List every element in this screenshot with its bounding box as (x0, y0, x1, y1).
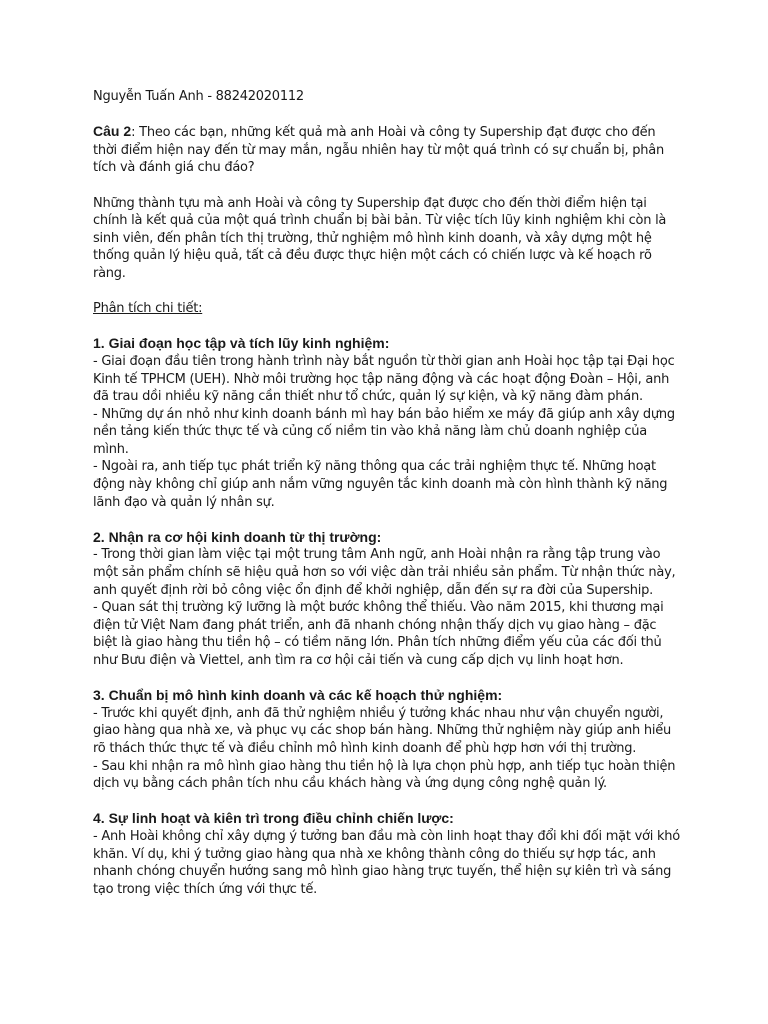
spacer (93, 106, 683, 124)
spacer (93, 177, 683, 195)
spacer (93, 318, 683, 336)
spacer (93, 670, 683, 688)
question-label: Câu 2 (93, 123, 132, 140)
question-text: : Theo các bạn, những kết quả mà anh Hoài và công ty Supership đạt được cho đến thời điểm hiện nay đến từ may mắn, ngẫu nhiên hay từ một quá trình có sự chuẩn bị, phân tích và đánh giá chu đáo? (93, 125, 664, 176)
spacer (93, 793, 683, 811)
document-page (93, 88, 683, 898)
analysis-title: Phân tích chi tiết: (93, 301, 203, 317)
section-bullet: - Sau khi nhận ra mô hình giao hàng thu tiền hộ là lựa chọn phù hợp, anh tiếp tục hoàn thiện dịch vụ bằng cách phân tích nhu cầu khách hàng và ứng dụng công nghệ quản lý. (93, 758, 676, 792)
spacer (93, 283, 683, 301)
section-bullet: - Những dự án nhỏ như kinh doanh bánh mì hay bán bảo hiểm xe máy đã giúp anh xây dựng nền tảng kiến thức thực tế và củng cố niềm tin vào khả năng làm chủ doanh nghiệp của mình. (93, 406, 675, 457)
section-bullet: - Trong thời gian làm việc tại một trung tâm Anh ngữ, anh Hoài nhận ra rằng tập trung vào một sản phẩm chính sẽ hiệu quả hơn so với việc dàn trải nhiều sản phẩm. Từ nhận thức này, anh quyết định rời bỏ công việc ổn định để khởi nghiệp, dẫn đến sự ra đời của Supership. (93, 547, 676, 598)
section-heading: 1. Giai đoạn học tập và tích lũy kinh nghiệm: (93, 335, 390, 352)
intro-paragraph: Những thành tựu mà anh Hoài và công ty Supership đạt được cho đến thời điểm hiện tại chính là kết quả của một quá trình chuẩn bị bài bản. Từ việc tích lũy kinh nghiệm khi còn là sinh viên, đến phân tích thị trường, thử nghiệm mô hình kinh doanh, và xây dựng một hệ thống quản lý hiệu quả, tất cả đều được thực hiện một cách có chiến lược và kế hoạch rõ ràng. (93, 195, 667, 281)
section-bullet: - Quan sát thị trường kỹ lưỡng là một bước không thể thiếu. Vào năm 2015, khi thương mại điện tử Việt Nam đang phát triển, anh đã nhanh chóng nhận thấy dịch vụ giao hàng – đặc biệt là giao hàng thu tiền hộ – có tiềm năng lớn. Phân tích những điểm yếu của các đối thủ như Bưu điện và Viettel, anh tìm ra cơ hội cải tiến và cung cấp dịch vụ linh hoạt hơn. (93, 600, 664, 668)
section-bullet: - Giai đoạn đầu tiên trong hành trình này bắt nguồn từ thời gian anh Hoài học tập tại Đại học Kinh tế TPHCM (UEH). Nhờ môi trường học tập năng động và các hoạt động Đoàn – Hội, anh đã trau dồi nhiều kỹ năng cần thiết như tổ chức, quản lý sự kiện, và kỹ năng đàm phán. (93, 353, 675, 405)
section-heading: 4. Sự linh hoạt và kiên trì trong điều chỉnh chiến lược: (93, 810, 454, 827)
section-bullet: - Anh Hoài không chỉ xây dựng ý tưởng ban đầu mà còn linh hoạt thay đổi khi đối mặt với khó khăn. Ví dụ, khi ý tưởng giao hàng qua nhà xe không thành công do thiếu sự hợp tác, anh nhanh chóng chuyển hướng sang mô hình giao hàng trực tuyến, thể hiện sự kiên trì và sáng tạo trong việc thích ứng với thực tế. (93, 828, 680, 897)
section-bullet: - Ngoài ra, anh tiếp tục phát triển kỹ năng thông qua các trải nghiệm thực tế. Những hoạt động này không chỉ giúp anh nắm vững nguyên tắc kinh doanh mà còn hình thành kỹ năng lãnh đạo và quản lý nhân sự. (93, 459, 668, 510)
spacer (93, 511, 683, 529)
section-bullet: - Trước khi quyết định, anh đã thử nghiệm nhiều ý tưởng khác nhau như vận chuyển người, giao hàng qua nhà xe, và phục vụ các shop bán hàng. Những thử nghiệm này giúp anh hiểu rõ thách thức thực tế và điều chỉnh mô hình kinh doanh để phù hợp hơn với thị trường. (93, 705, 671, 756)
author-line: Nguyễn Tuấn Anh - 88242020112 (93, 89, 304, 104)
section-heading: 2. Nhận ra cơ hội kinh doanh từ thị trường: (93, 528, 382, 545)
section-heading: 3. Chuẩn bị mô hình kinh doanh và các kế hoạch thử nghiệm: (93, 687, 503, 704)
question-paragraph (93, 123, 683, 177)
